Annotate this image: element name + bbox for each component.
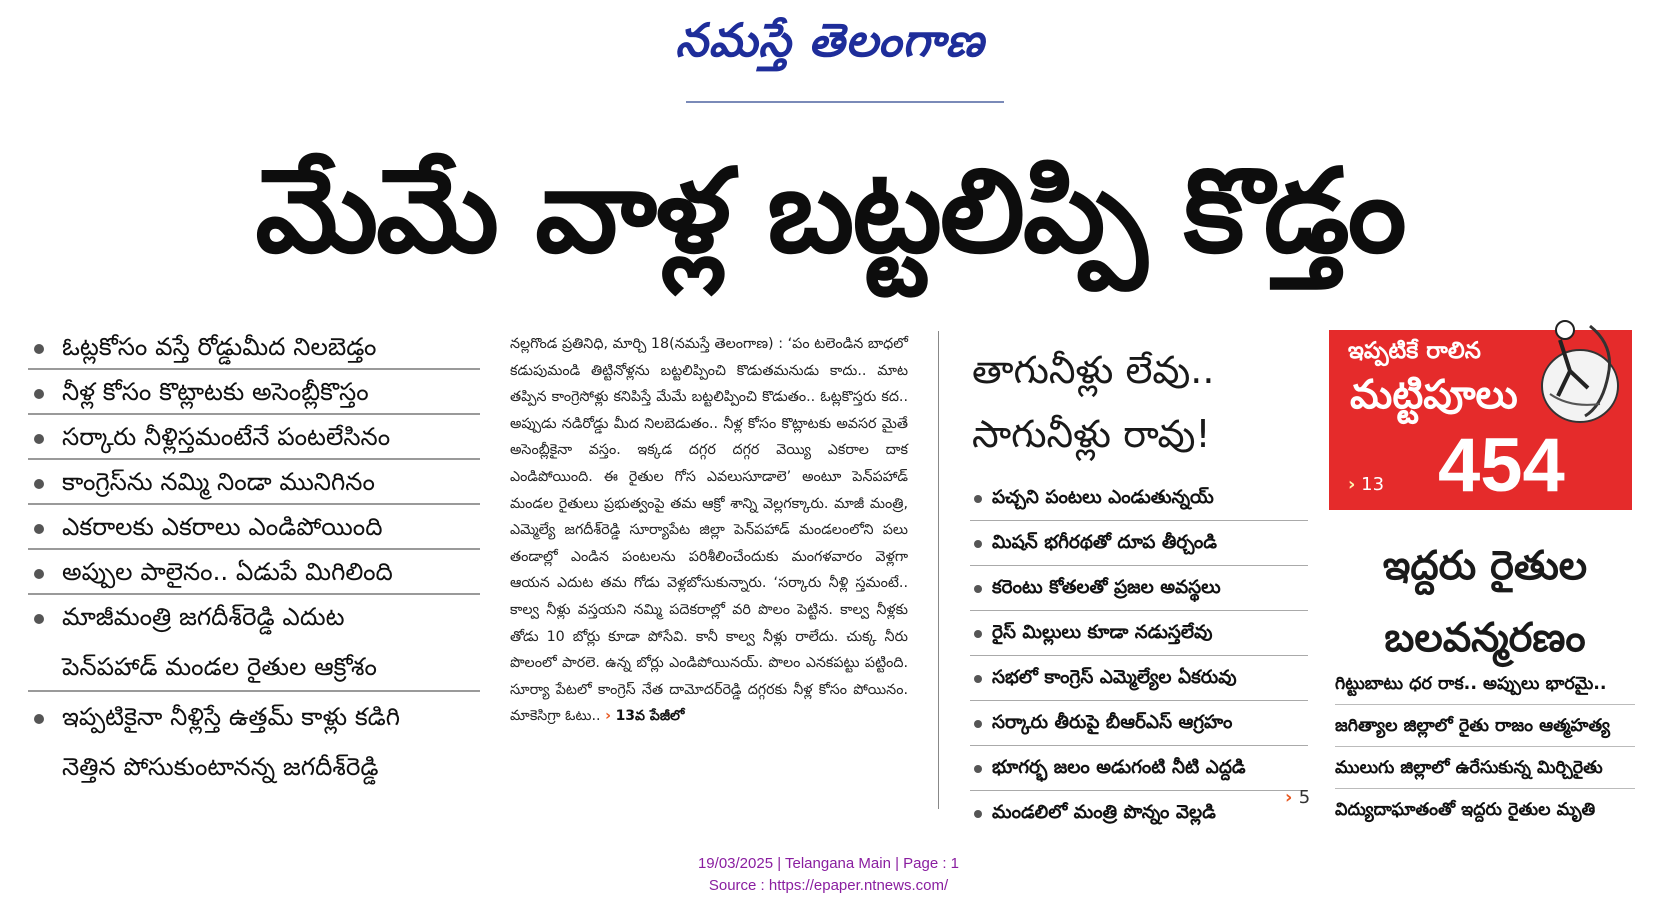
bullet-text: పచ్చని పంటలు ఎండుతున్నయ్ bbox=[992, 487, 1214, 508]
list-item: జగిత్యాల జిల్లాలో రైతు రాజం ఆత్మహత్య bbox=[1335, 706, 1635, 747]
bullet-text: కరెంటు కోతలతో ప్రజల అవస్థలు bbox=[992, 577, 1221, 598]
list-item bbox=[28, 550, 480, 595]
list-item: గిట్టుబాటు ధర రాక.. అప్పులు భారమై.. bbox=[1335, 664, 1635, 705]
bullet-icon bbox=[974, 765, 982, 773]
list-item bbox=[28, 325, 480, 370]
list-item bbox=[970, 476, 1308, 521]
chevron-right-icon: › bbox=[1348, 474, 1356, 495]
list-item bbox=[28, 415, 480, 460]
bullet-text: నెత్తిన పోసుకుంటానన్న జగదీశ్‌రెడ్డి bbox=[62, 752, 379, 781]
list-item bbox=[28, 695, 480, 795]
bullet-icon bbox=[34, 714, 44, 724]
bullet-text: సర్కారు తీరుపై బీఆర్‌ఎస్ ఆగ్రహం bbox=[992, 712, 1233, 733]
bullet-text: రైస్ మిల్లులు కూడా నడుస్తలేవు bbox=[992, 622, 1213, 643]
bullet-text: పెన్‌పహాడ్ మండల రైతుల ఆక్రోశం bbox=[62, 652, 377, 681]
list-item bbox=[28, 505, 480, 550]
list-item: ములుగు జిల్లాలో ఉరేసుకున్న మిర్చిరైతు bbox=[1335, 748, 1635, 789]
article-text: నల్లగొండ ప్రతినిధి, మార్చి 18(నమస్తే తెలంగాణ) : ‘పం టలెండిన బాధలో కడుపుమండి తిట్టినోళ్లను బట్టలిప్పించి కొడుతమనుడు కాదు.. మాట తప్పిన కాంగ్రెసోళ్లు కనిపిస్తే మేమే బట్టలిప్పించి కొడుతం.. ఓట్లకొస్తరు కద.. అప్పుడు నడిరోడ్డు మీద నిలబెడుతం.. నీళ్ల కోసం కొట్లాటకు అవసర మైతే అసెంబ్లీకైనా వస్తం. ఇక్కడ దగ్గర దగ్గర వెయ్యి ఎకరాల దాక ఎండిపోయింది. ఈ రైతుల గోస ఎవలుసూడాలె’ అంటూ పెన్‌పహాడ్ మండల రైతులు ప్రభుత్వంపై తమ ఆక్రో శాన్ని వెల్లగక్కారు. మాజీ మంత్రి, ఎమ్మెల్యే జగదీశ్‌రెడ్డి సూర్యాపేట జిల్లా పెన్‌పహాడ్ మండలంలోని పలు తండాల్లో ఎండిన పంటలను పరిశీలించేందుకు మంగళవారం వెళ్లగా ఆయన ఎదుట తమ గోడు వెళ్లబోసుకున్నారు. ‘సర్కారు నీళ్లి స్తమంటే.. కాల్వ నీళ్లు వస్తయని నమ్మి పదెకరాల్లో వరి పొలం పెట్టిన. కాల్వ నీళ్లకు తోడు 10 బోర్లు కూడా పోసేవి. కానీ కాల్వ నీళ్లు రాలేదు. చుక్క నీరు పొలంలో పారలె. ఉన్న బోర్లు ఎండిపోయినయ్. పొలం ఎనకపట్టు పట్టింది. సూర్యా పేటలో కాంగ్రెస్ నేత దామోదర్‌రెడ్డి దగ్గరకు నీళ్ల కోసం పోయినం. మాకెసిగ్రా ఓటు.. bbox=[510, 336, 908, 725]
bullet-text: సర్కారు నీళ్లిస్తమంటేనే పంటలేసినం bbox=[62, 422, 391, 451]
bullet-text: ఇప్పటికైనా నీళ్లిస్తే ఉత్తమ్ కాళ్లు కడిగి bbox=[62, 702, 401, 731]
list-item bbox=[28, 595, 480, 692]
left-bullet-list bbox=[28, 325, 480, 830]
chevron-right-icon: › bbox=[605, 708, 612, 725]
box-subtitle: మట్టిపూలు bbox=[1350, 372, 1518, 418]
list-item bbox=[28, 460, 480, 505]
bullet-icon bbox=[974, 585, 982, 593]
death-count: 454 bbox=[1438, 423, 1565, 508]
list-item bbox=[970, 566, 1308, 611]
bullet-icon bbox=[34, 524, 44, 534]
bullet-icon bbox=[34, 479, 44, 489]
bullet-text: కాంగ్రెస్‌ను నమ్మి నిండా మునిగినం bbox=[62, 467, 375, 496]
list-item bbox=[970, 521, 1308, 566]
list-item: విద్యుదాఘాతంతో ఇద్దరు రైతుల మృతి bbox=[1335, 800, 1596, 820]
list-item bbox=[970, 746, 1308, 791]
bullet-icon bbox=[34, 344, 44, 354]
heading-line: బలవన్మరణం bbox=[1384, 615, 1586, 661]
farmer-illustration-icon bbox=[1530, 316, 1630, 426]
bullet-text: భూగర్భ జలం అడుగంటి నీటి ఎద్దడి bbox=[992, 757, 1246, 778]
article-body bbox=[510, 331, 908, 827]
page-ref-number: 5 bbox=[1298, 787, 1311, 808]
main-headline: మేమే వాళ్ల బట్టలిప్పి కొడ్తం bbox=[255, 144, 1405, 279]
list-item bbox=[970, 611, 1308, 656]
box-page-ref[interactable] bbox=[1348, 474, 1384, 495]
bullet-text: ఎకరాలకు ఎకరాలు ఎండిపోయింది bbox=[62, 512, 383, 541]
bullet-icon bbox=[34, 434, 44, 444]
page-ref-number: 13 bbox=[1361, 474, 1385, 495]
bullet-icon bbox=[974, 540, 982, 548]
heading-line: సాగునీళ్లు రావు! bbox=[972, 412, 1211, 456]
chevron-right-icon: › bbox=[1285, 787, 1293, 808]
heading-line: ఇద్దరు రైతుల bbox=[1382, 543, 1588, 589]
list-item bbox=[970, 656, 1308, 701]
bullet-text: ఓట్లకోసం వస్తే రోడ్డుమీద నిలబెడ్తం bbox=[62, 332, 377, 361]
page-ref-5[interactable] bbox=[1285, 787, 1310, 808]
continued-page-ref[interactable]: 13వ పేజీలో bbox=[615, 708, 685, 725]
column-divider bbox=[938, 331, 939, 809]
bullet-icon bbox=[974, 720, 982, 728]
masthead-logo: నమస్తే తెలంగాణ bbox=[675, 13, 985, 67]
bullet-icon bbox=[974, 810, 982, 818]
masthead-divider bbox=[686, 101, 1004, 103]
bullet-text: సభలో కాంగ్రెస్ ఎమ్మెల్యేల ఏకరువు bbox=[992, 667, 1237, 688]
bullet-icon bbox=[34, 614, 44, 624]
right-heading bbox=[1335, 530, 1635, 674]
bullet-text: మిషన్ భగీరథతో దూప తీర్చండి bbox=[992, 532, 1217, 553]
footer-source-link[interactable]: Source : https://epaper.ntnews.com/ bbox=[708, 877, 949, 894]
bullet-text: అప్పుల పాలైనం.. ఏడుపే మిగిలింది bbox=[62, 557, 393, 586]
bullet-icon bbox=[974, 675, 982, 683]
box-title: ఇప్పటికే రాలిన bbox=[1348, 338, 1481, 364]
footer-date-edition: 19/03/2025 | Telangana Main | Page : 1 bbox=[697, 855, 960, 872]
bullet-icon bbox=[34, 389, 44, 399]
bullet-text: మాజీమంత్రి జగదీశ్‌రెడ్డి ఎదుట bbox=[62, 602, 345, 631]
bullet-text: నీళ్ల కోసం కొట్లాటకు అసెంబ్లీకొస్తం bbox=[62, 377, 369, 406]
bullet-icon bbox=[974, 630, 982, 638]
bullet-text: మండలిలో మంత్రి పొన్నం వెల్లడి bbox=[992, 802, 1216, 823]
heading-line: తాగునీళ్లు లేవు.. bbox=[972, 348, 1215, 392]
bullet-icon bbox=[974, 495, 982, 503]
list-item bbox=[970, 791, 1308, 835]
bullet-icon bbox=[34, 569, 44, 579]
middle-heading bbox=[972, 338, 1317, 466]
list-item bbox=[970, 701, 1308, 746]
list-item bbox=[28, 370, 480, 415]
